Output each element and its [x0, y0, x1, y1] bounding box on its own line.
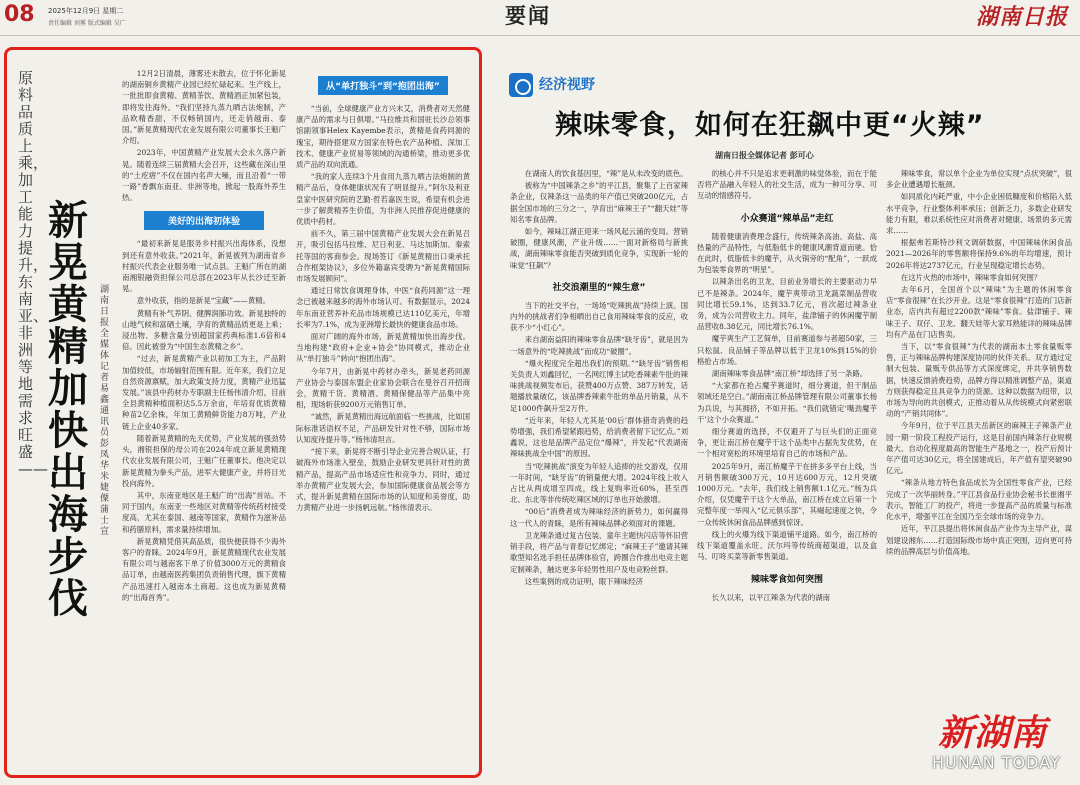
paragraph: 新晃黄精凭借其高品质，很快便获得不少海外客户的青睐。2024年9月，新晃黄精现代农业发展有限公司与越南客下单了价值3000万元的黄精食品订单，由越南医药集团负责销售代理，旗下黄精产品迅速打入越南本土商超。这也成为新晃黄精的“出海首秀”。: [122, 536, 286, 602]
column-label: 经济视野: [539, 77, 595, 93]
paragraph: 2025年9月，南江桥魔芋干在拼多多平台上线，当月销售额破300万元，10月达600万元，12月突破1000万元。“去年，我们线上销售额1.1亿元。”杨为兵介绍，仅凭魔芋干这个大单品，南江桥在成立后第一个完整年度一举闯入“亿元俱乐部”，其崛起速度之快，令一众传统休闲食品品牌感到惊讶。: [697, 461, 877, 527]
paragraph: 通过日常饮食调理身体，中医“食药同源”这一理念已被越来越多的海外市场认可。有数据显示，2024年东南亚营养补充品市场规模已达110亿美元，年增长率为7.1%，成为亚洲增长最快的健康食品市场。: [296, 286, 470, 329]
paragraph: “当前，全球健康产业方兴未艾，消费者对天然健康产品的需求与日俱增。”马拉维共和国驻长沙总领事馆副领事Helex Kayembe表示，黄精是食药同源的瑰宝，期待搭建双方国家在特色农产品种植、深加工技术、健康产业贸易等领域的沟通桥梁，推动更多优质产品的双向流通。: [296, 104, 470, 170]
section-heading: 从“单打独斗”到“抱团出海”: [318, 76, 448, 95]
paragraph: 长久以来，以平江辣条为代表的湖南: [711, 592, 831, 602]
paragraph: 今年7月，由新晃中药材办牵头，新晃老药同源产业协会与泰国东盟企业家协会联合在曼谷召开招商会，黄精干货、黄精酒、黄精保健品等产品集中亮相，现场斩获9200万元销售订单。: [296, 366, 470, 410]
page-number: 08: [4, 2, 35, 27]
section-heading: 社交浪潮里的“辣生意”: [552, 282, 646, 293]
paragraph: 根据弗若斯特沙利文调研数据，中国辣味休闲食品2021—2026年的零售额将保持9.6%的年均增速，预计2026年将达2737亿元，行业呈现稳定增长态势。: [886, 238, 1072, 270]
article-column-5: [886, 168, 1072, 778]
paragraph: “诚然，新晃黄精出海远航面临一些挑战，比如国际标准话语权不足，产品研发针对性不够，国际市场认知度待提升等。”杨伟清坦言。: [296, 412, 470, 444]
paragraph: 以辣条出名的卫龙，目前业务增长的主要驱动力早已不是辣条。2024年，魔芋爽带动卫龙蔬菜制品营收同比增长59.1%，达到33.7亿元，首次超过辣条业务，成为公司营收主力。同年，盐津铺子的休闲魔芋制品营收8.38亿元，同比增长76.1%。: [697, 277, 877, 332]
paragraph: 意外收获，指的是新晃“宝藏”——黄精。: [136, 296, 270, 306]
paragraph: 去年6月，全国首个以“辣味”为主题的休闲零食店“零食很辣”在长沙开业。这是“零食很辣”打造的门店新业态，店内共有超过2200款“辣味”零食。盐津铺子、辣味王子、双仔、卫龙、翻天娃等大家耳熟能详的辣味品牌均有产品在门店售卖。: [886, 285, 1072, 339]
paragraph: 湖南辣味零食品牌“南江桥”却选择了另一条路。: [711, 369, 868, 379]
paragraph: “我的家人连续3个月食用九蒸九晒古法炮制的黄精产品后，身体健康状况有了明显提升。”阿尔及利亚皇家中医研究院的艺勤·哲若嘉医生说，希望有机会进一步了解黄精养生价值，为非洲人民推荐促进健康的优质中药材。: [296, 172, 470, 227]
watermark-logo: [910, 705, 1070, 777]
paragraph: 2023年，中国黄精产业发展大会永久落户新晃。随着连续三届黄精大会召开，这些藏在深山里的“土疙瘩”不仅在国内名声大噪，而且沿着“一带一路”香飘东南亚、非洲等地，掀起一股海外养生热。: [122, 148, 286, 203]
paragraph: 近年，平江县提出将休闲食品产业作为主导产业，谋划建设湘东……打造国际级市场中真正突围，迈向更可持续的品牌高层与价值高地。: [886, 524, 1072, 556]
paragraph: “接下来，新晃将不断引导企业完善合规认证，打破海外市场准入壁垒，鼓励企业研发更具针对性的黄精产品，提高产品市场适应性和竞争力。同时，通过举办黄精产业发展大会，参加国际健康食品展会等方式，提升新晃黄精在国际市场的认知度和美誉度，助力黄精产业进一步扬帆远航。”杨伟清表示。: [296, 447, 470, 513]
paragraph: 当下的社交平台，一场场“吃辣挑战”持续上演。国内外的挑战者们争相晒出自己食用辣味零食的反应，收获不少“小红心”。: [510, 300, 688, 333]
paragraph: 黄精有补气养阴、健脾润肺功效。新晃独特的山地气候和富硒土壤，孕育的黄精品质更是上乘；浸出物、多糖含量分别超国家药典标准1.6倍和4倍。因此被誉为“中国生态黄精之乡”。: [122, 308, 286, 352]
paragraph: 卫龙辣条通过复古包装、童年主题快闪店等怀旧营销手段，将产品与青春记忆绑定；“麻辣王子”邀请其辣歌型知名选手担任品牌体验官，跨圈合作推出电竞主题定制辣条，触达更多年轻男性用户及电竞粉丝群。: [510, 530, 688, 574]
paragraph: 被称为“中国辣条之乡”的平江县，聚集了上百家辣条企业，仅辣条这一品类的年产值已突破200亿元，占据全国市场的三分之一，孕育出“麻辣王子”“翻天娃”等知名零食品牌。: [510, 181, 688, 224]
article-column-2: [296, 68, 470, 768]
paragraph: 前不久，第三届中国黄精产业发展大会在新晃召开，吸引包括马拉维、尼日利亚、马达加斯加、秦索托等国的客商参会。现场签订《新晃黄精出口秉承托合作框架协议》，多位外籍嘉宾受聘为“新晃黄精国际市场发展顾问”。: [296, 229, 470, 284]
section-heading: 美好的出海初体验: [144, 211, 264, 230]
paragraph: 随着新晃黄精的先天优势，产业发展的强劲势头，湘银担保的母公司在2024年成立新晃黄精现代农业发展有限公司，王魁广任董事长。他决定以新晃黄精为拳头产品，进军大健康产业，并将目光投向海外。: [122, 433, 286, 488]
paragraph: 辣味零食，常以单个企业为单位实现“点状突破”，很多企业遭遇增长瓶颈。: [886, 169, 1072, 190]
paragraph: “00后”消费者成为辣味经济的新势力，如何赢得这一代人的青睐，是所有辣味品牌必须面对的课题。: [510, 507, 688, 528]
paragraph: 随着健康消费理念盛行，传统辣条高油、高盐、高热量的产品特性，与低脂低卡的健康风潮背道而驰。恰在此时，低脂低卡的魔芋，从火锅旁的“配角”，一跃成为包装零食界的“明星”。: [697, 231, 877, 275]
paragraph: 其中，东南亚地区是王魁广的“出海”首站。不同于国内，东南亚一些地区对黄精等传统药材接受度高，尤其在泰国、越南等国家，黄精作为滋补品和药膳原料，需求量持续增加。: [122, 490, 286, 534]
paragraph: 当下，以“零食很辣”为代表的湖南本土零食量贩零售，正与辣味品牌构建深度协同的伙伴关系。双方通过定制大包装、量贩专供品等方式深度绑定，并共享销售数据，快速反馈消费趋势，品牌方得以精准调整产品，渠道方则获得稳定且具竞争力的货源。这种以数据为纽带，以市场为导向的共创模式，正推动着从从传统模式向紧密联动的“产销共同体”。: [886, 342, 1072, 419]
paragraph: 细分赛道的选择，不仅避开了与巨头们的正面竞争，更让南江桥在魔芋干这个品类中占据先发优势，在一个相对宽松的环境里培育自己的市场和产品。: [697, 427, 877, 459]
watermark-text-en: HUNAN TODAY: [932, 753, 1061, 772]
paragraph: 在湖南人的饮食基因里，“辣”是从未改变的底色。: [524, 169, 688, 178]
article-column-3: [510, 168, 688, 778]
paragraph: “近年来，年轻人尤其是‘00后’群体猎奇消费的趋势增强，我们希望紧跟趋势，给消费者留下记忆点。”刘鑫说，这也是品牌产品定位“爆辣”，并发起“代表湖南辣味挑战全中国”的原因。: [510, 415, 688, 459]
section-title: 要闻: [505, 3, 551, 28]
article-title: 辣味零食，如何在狂飙中更“火辣”: [555, 110, 985, 141]
paragraph: 在这片火热的市场中，辣味零食如何突围？: [900, 272, 1042, 282]
editors-line: 责任编辑 刘雾 版式编辑 吴广: [48, 20, 126, 27]
paragraph: 这些案例的成功证明，眼下辣味经济: [524, 576, 644, 586]
paragraph: 如同质化内耗严重，中小企业困低糠度和价格陷入低水平竞争，行业整体利率承压；创新乏力，多数企业研发能力有限，难以系统性应对消费者对健康、场景的多元需求……: [886, 192, 1072, 236]
paragraph: 今年9月，位于平江县天岳新区的麻辣王子辣条产业园一期一阶段工程投产运行，这是目前国内辣条行业规模最大、自动化程度最高的智能生产基地之一，投产后预计年产值可达30亿元，将全国建成后，年产值有望突破90亿元。: [886, 421, 1072, 476]
paragraph: 来自湖南益阳的辣味零食品牌“缺牙齿”，就是因为一场意外的“吃辣挑战”而成功“破圈”。: [510, 335, 688, 356]
article-subhead: 原料品质上乘，加工能力提升，东南亚、非洲等地需求旺盛——: [18, 69, 49, 478]
article-byline: 湖南日报全媒体记者 彭可心: [715, 151, 814, 160]
article-headline: 新晃黄精加快出海步伐: [48, 198, 88, 622]
section-heading: 辣味零食如何突围: [750, 574, 823, 585]
paragraph: “爆火程度完全超出我们的预期。”“缺牙齿”销售相关负责人刘鑫回忆，一名网红博主试吃香辣素牛肚的辣味挑战视频发布后，获赞400万点赞、387万转发，话题播放量破亿，该品牌香辣素牛肚的单品月销量，从不足1000件飙升至2万件。: [510, 358, 688, 413]
paragraph: 12月2日清晨，薄雾还未散去，位于怀化新晃的湖南铜乡黄精产业园已经忙碌起来。生产线上，一批批即食黄精、黄精茶饮、黄精酒正加紧包装，即将发往海外。“我们坚持九蒸九晒古法炮制，产品欧精香甜，不仅畅销国内，还走俏越南、泰国。”新晃黄精现代农业发展有限公司董事长王魁广介绍。: [122, 69, 286, 146]
column-logo-icon: [509, 73, 533, 97]
paragraph: 当“吃辣挑战”演变为年轻人追捧的社交游戏，仅用一年时间，“缺牙齿”的销量便大增。2024年线上收入占比从两成增至四成，线上复购率近60%，甚至西北、东北等非传统吃辣区域的订单也开始激增。: [510, 461, 688, 505]
page-header: [0, 0, 1080, 36]
paragraph: “最初来新晃是服务乡村振兴出海体系，没想到还有意外收获。”2021年，新晃被列为湖南省乡村振兴代表企业服务唯一试点县。王魁广所在的湖南湘银融资担保公司总部在2023年从长沙迁至新晃。: [122, 239, 286, 294]
paragraph: 线上的火爆为线下渠道铺平道路。如今，南江桥的线下渠道覆盖永旺、沃尔玛等传统商超渠道，以及盒马、叮咚买菜等新零售渠道。: [697, 529, 877, 562]
paragraph: “过去，新晃黄精产业以初加工为主，产品附加值较低，市场辐射范围有限。近年来，我们立足自然资源禀赋，加大政策支持力度，黄精产业迅猛发展。”该县中药材办专职副主任杨伟清介绍，目前全县黄精种植面积达5.5万余亩，年培育优质黄精种苗2亿余株，年加工黄精鲜货能力8万吨，产业链上企业40多家。: [122, 354, 286, 431]
paragraph: 如今，辣味江湖正迎来一场风起云涌的变局。营销破圈，健康风潮，产业升级……一面对新格局与新挑战，湖南辣味零食能否突破到质化竞争，实现新一轮的味觉“狂飙”？: [510, 227, 688, 270]
paragraph: 的核心并不只是追求更刺激的味觉体验，而在于能否将产品融入年轻人的社交生活，成为一种可分享、可互动的情感符号。: [697, 169, 877, 201]
paragraph: “辣条从地方特色食品成长为全国性零食产业，已经完成了一次华丽转身。”平江县食品行业协会秘书长崔湘平表示，智能工厂的投产，将进一步提高产品的质量与标准化水平，增强平江在全国乃至全球市场的竞争力。: [886, 478, 1072, 522]
paragraph: “大家都在抢占魔芋赛道时，细分赛道，但干制品领域还是空白。”湖南南江桥品牌管理有限公司董事长杨为兵说，与其拥挤，不如开拓。“我们就错定‘嘴劲魔芋干’这个小众赛道。”: [697, 381, 877, 424]
masthead-logo: 湖南日报: [975, 4, 1068, 30]
article-column-4: [697, 168, 877, 778]
paragraph: 魔芋爽生产工艺简单，目前赛道参与者超50家，三只松鼠、良品铺子等品牌以低于卫龙10%到15%的价格抢占市场。: [697, 334, 877, 366]
issue-date: 2025年12月9日 星期二: [48, 7, 124, 15]
article-column-1: [122, 68, 286, 768]
section-heading: 小众赛道“辣单品”走红: [740, 213, 834, 224]
article-byline: 湖南日报全媒体记者 易鑫 通讯员 彭凤华 米婕傈 蒲士宣: [100, 285, 110, 537]
paragraph: 面对广阔的海外市场，新晃黄精加快出海步伐。当地构建“政府+企业+协会”协同模式，推动企业从“单打独斗”转向“抱团出海”。: [296, 332, 470, 364]
watermark-text-cn: 新湖南: [938, 712, 1047, 754]
